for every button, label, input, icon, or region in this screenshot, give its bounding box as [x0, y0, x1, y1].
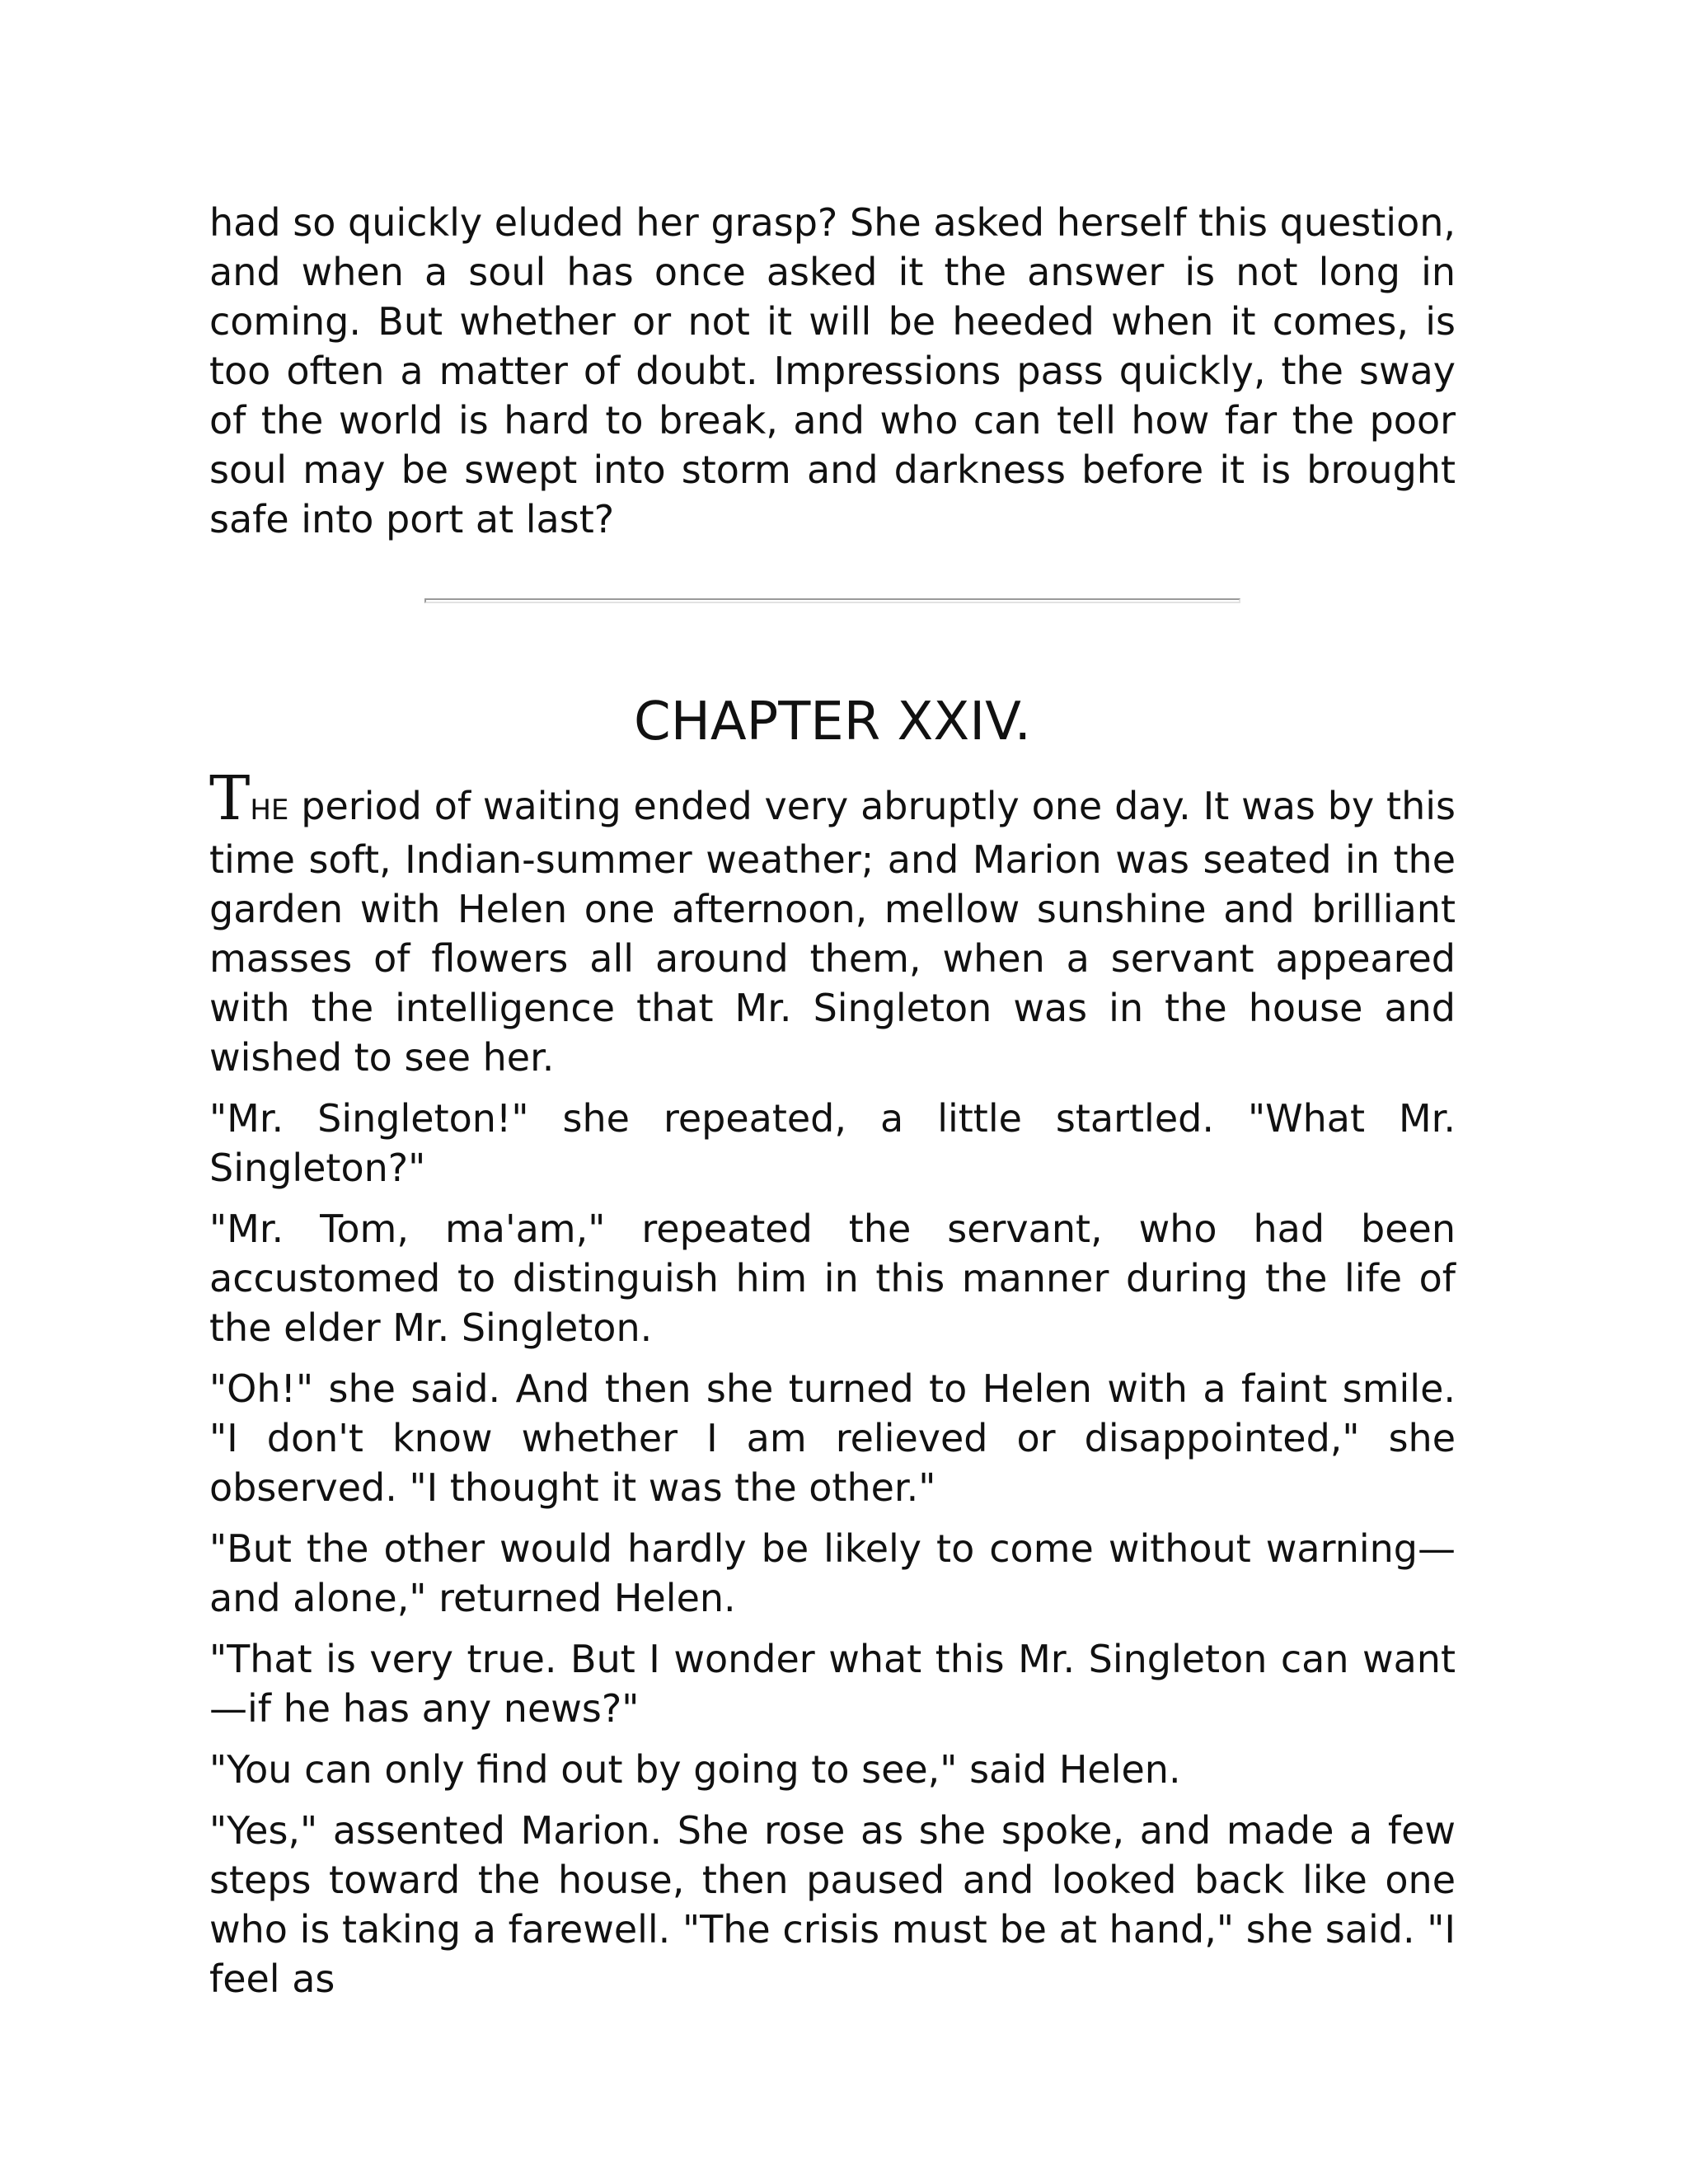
book-page — [209, 198, 1456, 2015]
section-divider — [424, 598, 1240, 603]
opening-paragraph: had so quickly eluded her grasp? She asked herself this question, and when a soul has once asked it the answer is not long in coming. But whether or not it will be heeded when it comes, is too often a matter of doubt. Impressions pass quickly, the sway of the world is hard to break, and who can tell how far the poor soul may be swept into storm and darkness before it is brought safe into port at last? — [209, 200, 1456, 541]
paragraph: "But the other would hardly be likely to come without warning—and alone," returned Helen. — [209, 1526, 1456, 1620]
paragraph: "Mr. Singleton!" she repeated, a little startled. "What Mr. Singleton?" — [209, 1096, 1456, 1190]
paragraph: "Oh!" she said. And then she turned to Helen with a faint smile. "I don't know whether I am relieved or disappointed," she observed. "I thought it was the other." — [209, 1366, 1456, 1510]
chapter-title: CHAPTER XXIV. — [634, 691, 1031, 752]
paragraph: "That is very true. But I wonder what this Mr. Singleton can want—if he has any news?" — [209, 1637, 1456, 1731]
first-paragraph-body: period of waiting ended very abruptly one day. It was by this time soft, Indian-summer weather; and Marion was seated in the garden with Helen one afternoon, mellow sunshine and brilliant masses of flowers all around them, when a servant appeared with the intelligence that Mr. Singleton was in the house and wished to see her. — [209, 784, 1456, 1080]
paragraph: "Yes," assented Marion. She rose as she spoke, and made a few steps toward the house, then paused and looked back like one who is taking a farewell. "The crisis must be at hand," she said. "I feel as — [209, 1808, 1456, 2001]
small-caps-text: HE — [250, 794, 289, 827]
drop-cap: T — [209, 763, 251, 834]
paragraph: "You can only find out by going to see," said Helen. — [209, 1747, 1181, 1792]
paragraph: "Mr. Tom, ma'am," repeated the servant, who had been accustomed to distinguish him in this manner during the life of the elder Mr. Singleton. — [209, 1207, 1456, 1350]
chapter-first-paragraph — [209, 763, 1456, 1082]
